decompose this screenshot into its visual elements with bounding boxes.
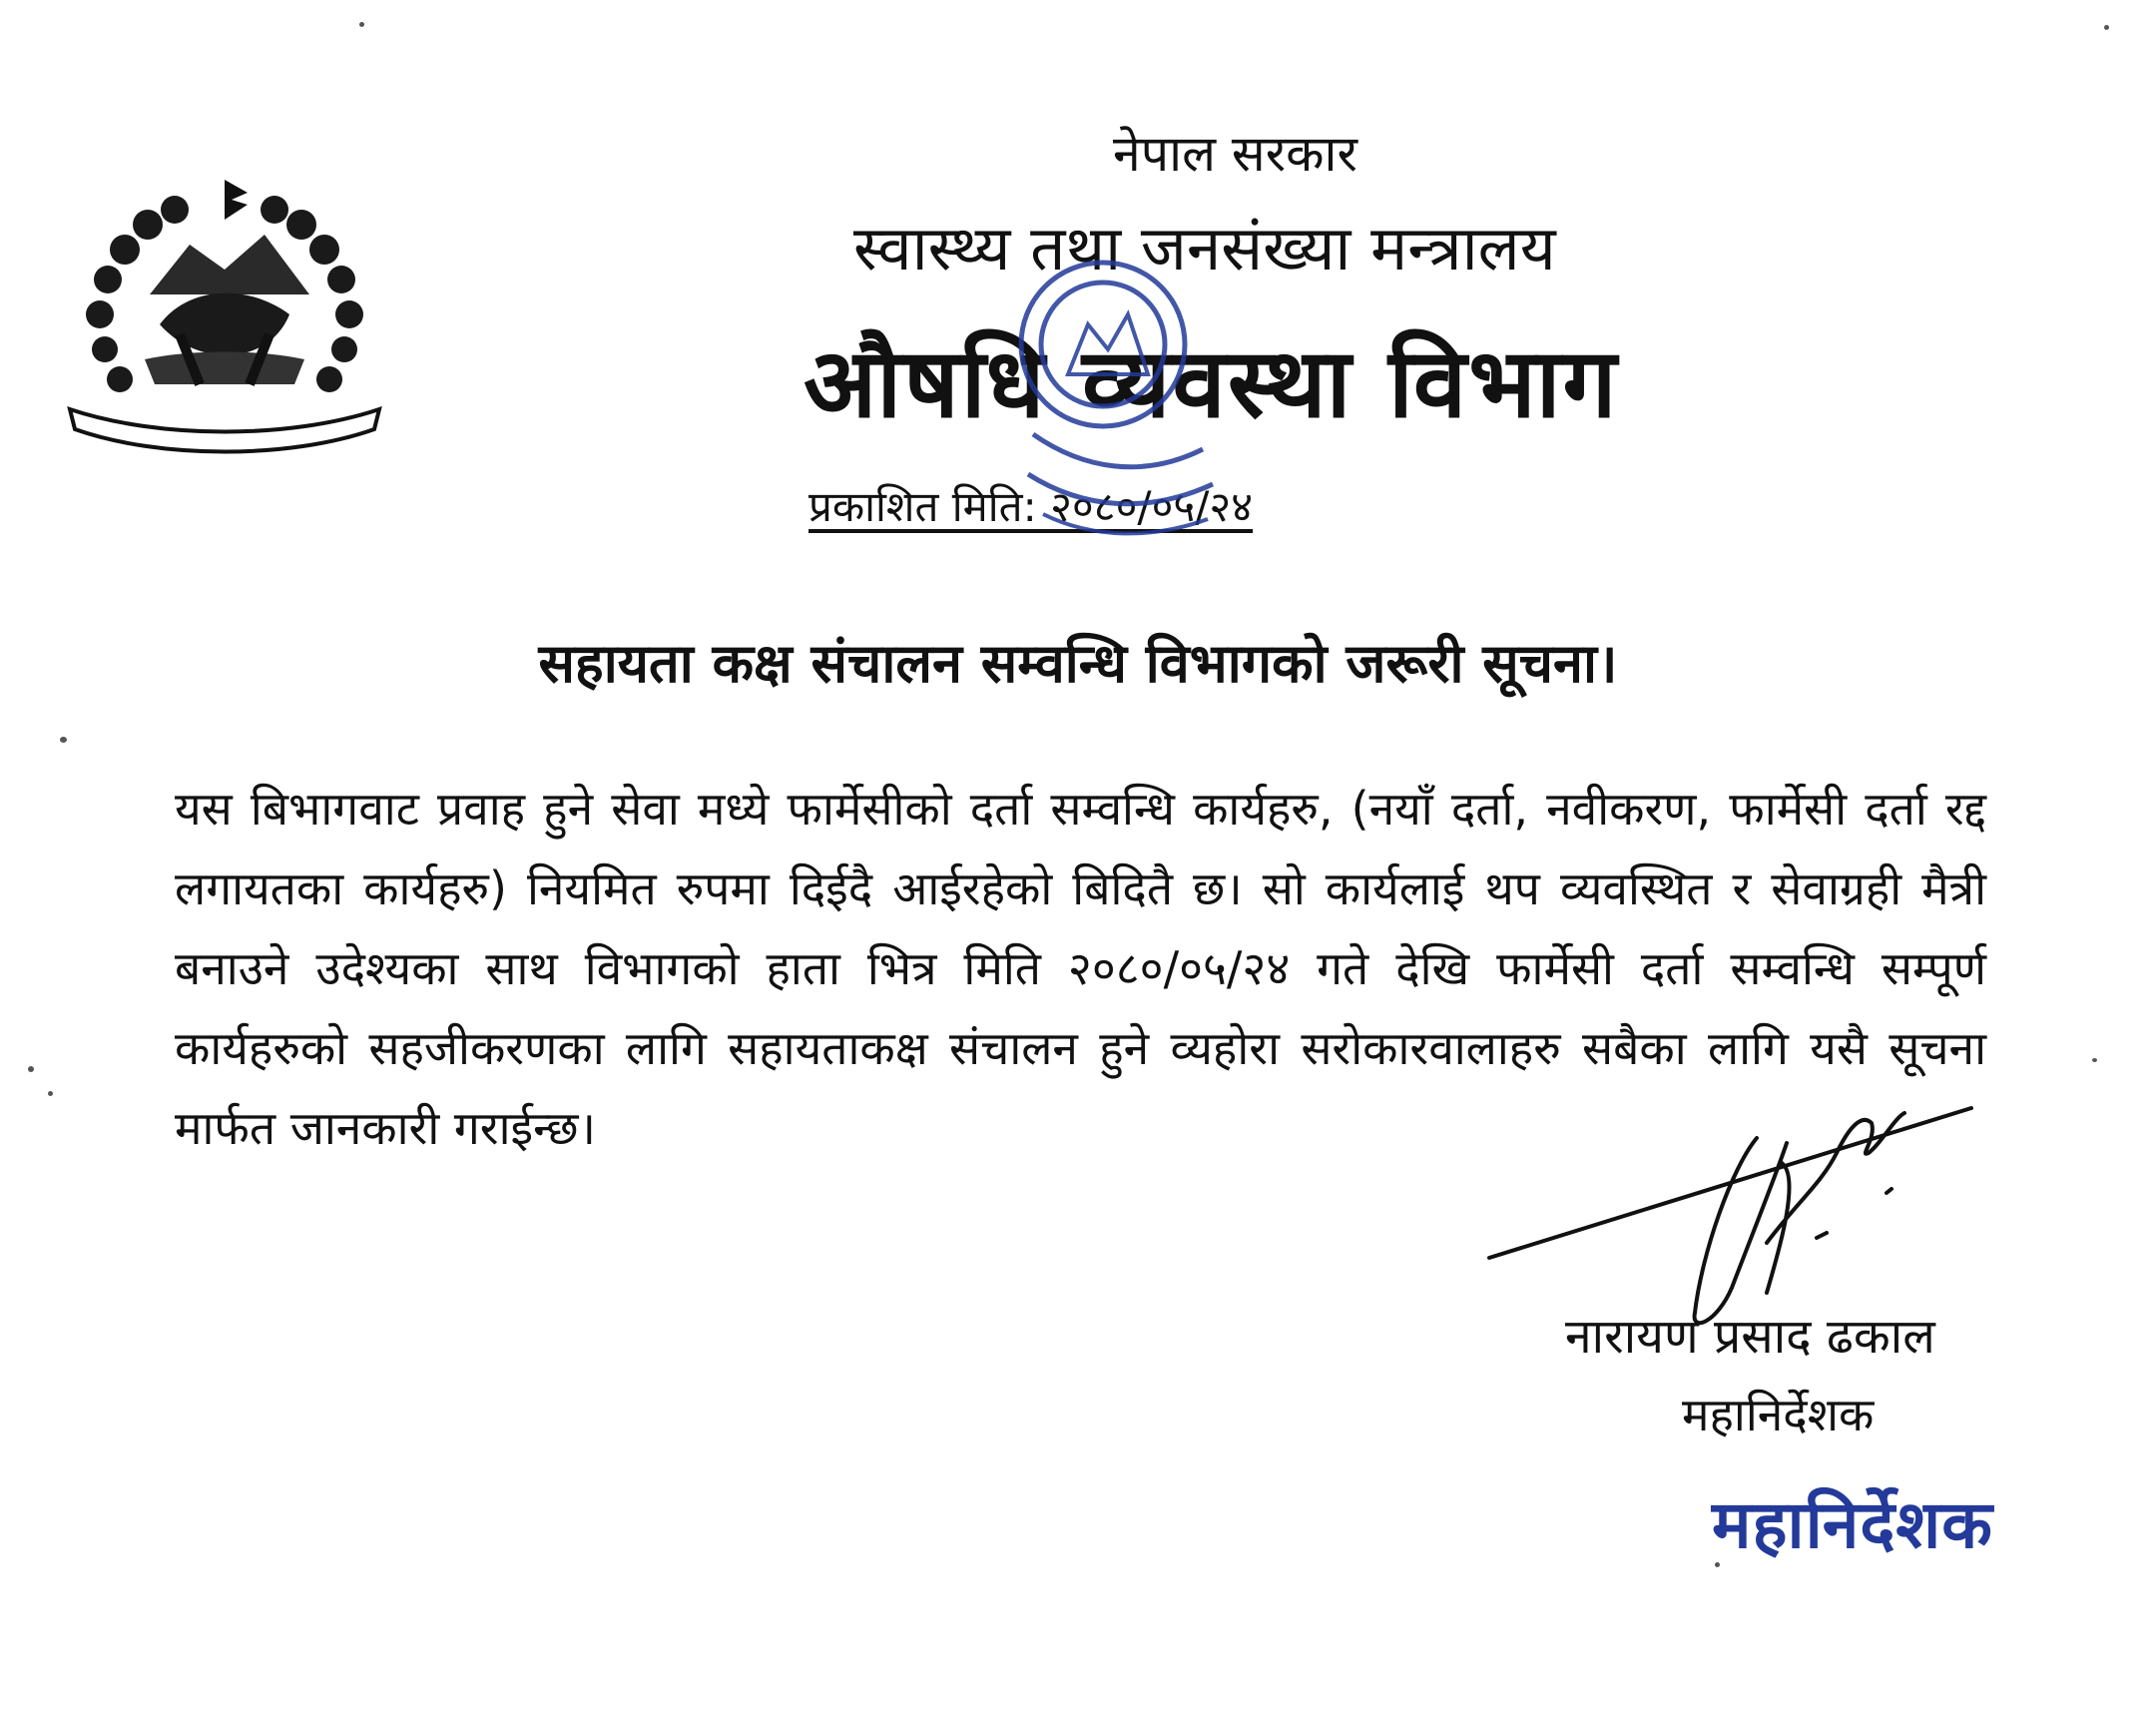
scan-speck (28, 1066, 34, 1072)
scan-speck (359, 22, 364, 27)
ministry-name: स्वास्थ्य तथा जनसंख्या मन्त्रालय (853, 212, 1556, 285)
notice-body: यस बिभागवाट प्रवाह हुने सेवा मध्ये फार्मेसीको दर्ता सम्वन्धि कार्यहरु, (नयाँ दर्ता, नवीकरण, फार्मेसी दर्ता रद्द लगायतका कार्यहरु) नियमित रुपमा दिईदै आईरहेको बिदितै छ। सो कार्यलाई थप व्यवस्थित र सेवाग्रही मैत्री बनाउने उदेश्यका साथ विभागको हाता भित्र मिति २०८०/०५/२४ गते देखि फार्मेसी दर्ता सम्वन्धि सम्पूर्ण कार्यहरुको सहजीकरणका लागि सहायताकक्ष संचालन हुने व्यहोरा सरोकारवालाहरु सबैका लागि यसै सूचना मार्फत जानकारी गराईन्छ। (175, 782, 1986, 1155)
nepal-emblem-icon (50, 175, 399, 454)
signatory-name: नारायण प्रसाद ढकाल (1565, 1309, 1935, 1365)
designation-stamp: महानिर्देशक (1712, 1486, 1993, 1563)
scan-speck (48, 1091, 53, 1096)
department-name: औषधि व्यवस्था विभाग (804, 327, 1619, 439)
scan-speck (60, 737, 67, 743)
scan-speck (2092, 1058, 2097, 1062)
signatory-title: महानिर्देशक (1682, 1388, 1875, 1441)
government-label: नेपाल सरकार (1113, 125, 1357, 183)
official-seal-stamp (973, 255, 1243, 554)
published-date: प्रकाशित मिति: २०८०/०५/२४ (808, 482, 1254, 531)
notice-subject: सहायता कक्ष संचालन सम्वन्धि विभागको जरूरी सूचना। (538, 632, 1618, 695)
scan-speck (2104, 25, 2109, 30)
